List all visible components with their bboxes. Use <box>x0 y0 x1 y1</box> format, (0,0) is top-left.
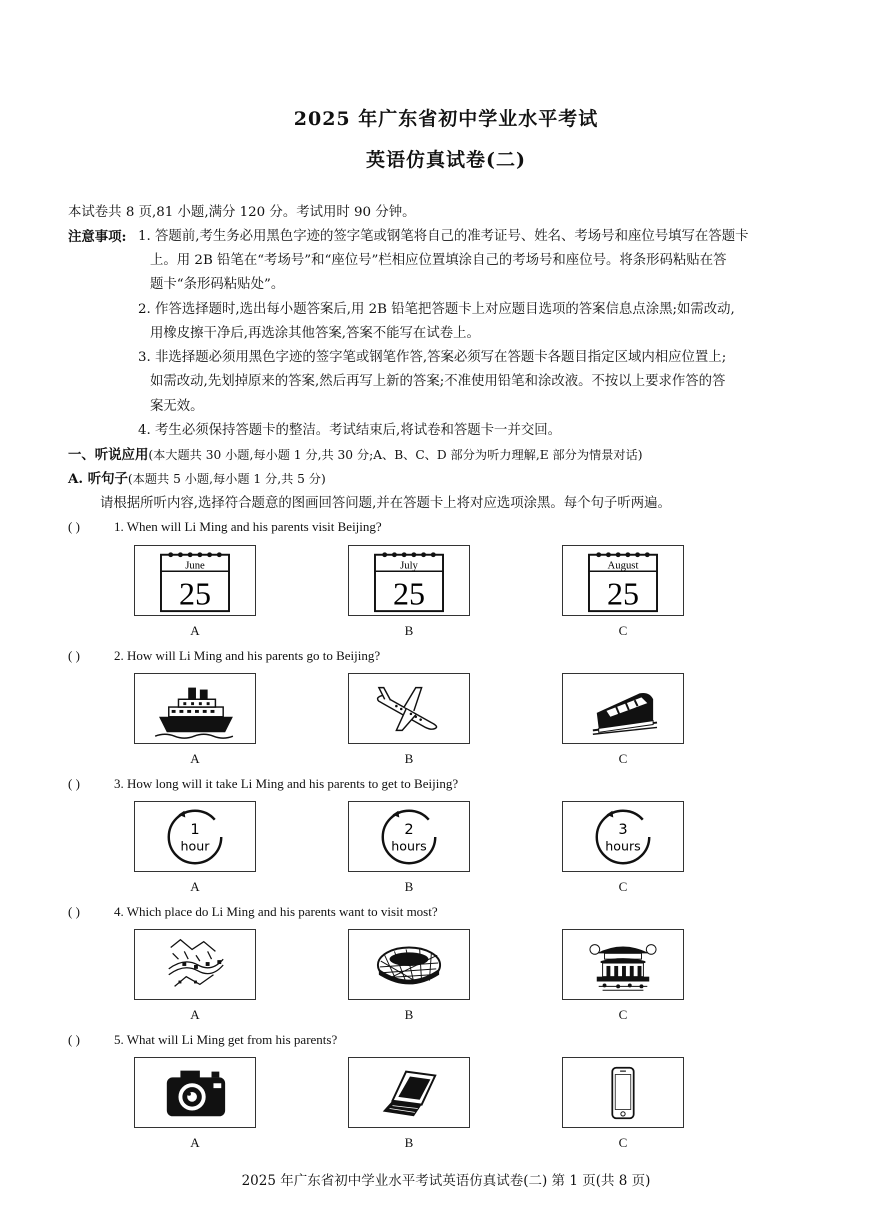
answer-blank[interactable]: ( ) <box>68 1032 80 1047</box>
exam-title: 2025 年广东省初中学业水平考试 <box>293 108 599 130</box>
option-5c-smartphone-icon[interactable] <box>562 1057 684 1128</box>
page-footer: 2025 年广东省初中学业水平考试英语仿真试卷(二) 第 1 页(共 8 页) <box>241 1173 651 1189</box>
question-5: ( ) 5. What will Li Ming get from his parents? <box>68 1032 338 1047</box>
notice-line: 4. 考生必须保持答题卡的整洁。考试结束后,将试卷和答题卡一并交回。 <box>138 423 562 438</box>
exam-subtitle: 英语仿真试卷(二) <box>366 149 526 171</box>
option-letter: C <box>618 623 628 638</box>
option-3b-clock-icon[interactable] <box>348 801 470 872</box>
notice-line: 3. 非选择题必须用黑色字迹的签字笔或钢笔作答,答案必须写在答题卡各题目指定区域内相应位置上; <box>138 350 727 365</box>
intro-line: 本试卷共 8 页,81 小题,满分 120 分。考试用时 90 分钟。 <box>68 205 416 220</box>
option-letter: B <box>404 1007 414 1022</box>
option-letter: B <box>404 623 414 638</box>
question-1: ( ) 1. When will Li Ming and his parents visit Beijing? <box>68 519 382 534</box>
option-letter: A <box>190 623 200 638</box>
option-letter: B <box>404 1135 414 1150</box>
calendar-month: June <box>185 559 205 572</box>
duration-unit: hours <box>391 838 427 854</box>
option-letter: A <box>190 879 200 894</box>
option-letter: C <box>618 1007 628 1022</box>
option-4c-palace-icon[interactable] <box>562 929 684 1000</box>
answer-blank[interactable]: ( ) <box>68 904 80 919</box>
calendar-day: 25 <box>606 575 640 612</box>
question-4: ( ) 4. Which place do Li Ming and his parents want to visit most? <box>68 904 438 919</box>
part-instruction: 请根据所听内容,选择符合题意的图画回答问题,并在答题卡上将对应选项涂黑。每个句子听两遍。 <box>100 496 671 511</box>
option-letter: C <box>618 751 628 766</box>
option-letter: A <box>190 751 200 766</box>
notice-line: 1. 答题前,考生务必用黑色字迹的签字笔或钢笔将自己的准考证号、姓名、考场号和座位号填写在答题卡 <box>138 229 749 244</box>
duration-number: 3 <box>618 821 628 839</box>
notice-line: 案无效。 <box>150 399 204 414</box>
notice-line: 用橡皮擦干净后,再选涂其他答案,答案不能写在试卷上。 <box>150 326 480 341</box>
option-4b-bird-nest-stadium-icon[interactable] <box>348 929 470 1000</box>
option-3a-clock-icon[interactable] <box>134 801 256 872</box>
answer-blank[interactable]: ( ) <box>68 519 80 534</box>
option-3c-clock-icon[interactable] <box>562 801 684 872</box>
calendar-day: 25 <box>178 575 212 612</box>
option-2c-train-icon[interactable] <box>562 673 684 744</box>
option-1a-calendar-icon[interactable] <box>134 545 256 616</box>
section-heading: 一、听说应用(本大题共 30 小题,每小题 1 分,共 30 分;A、B、C、D 部分为听力理解,E 部分为情景对话) <box>68 447 643 463</box>
option-letter: B <box>404 751 414 766</box>
duration-unit: hour <box>180 838 210 854</box>
option-letter: B <box>404 879 414 894</box>
option-2a-ship-icon[interactable] <box>134 673 256 744</box>
duration-number: 1 <box>190 821 200 839</box>
option-5b-laptop-icon[interactable] <box>348 1057 470 1128</box>
part-heading: A. 听句子(本题共 5 小题,每小题 1 分,共 5 分) <box>68 471 326 487</box>
notice-label: 注意事项: <box>68 229 127 245</box>
calendar-month: August <box>607 559 639 572</box>
calendar-day: 25 <box>392 575 426 612</box>
option-1b-calendar-icon[interactable] <box>348 545 470 616</box>
answer-blank[interactable]: ( ) <box>68 776 80 791</box>
option-letter: C <box>618 1135 628 1150</box>
option-letter: A <box>190 1135 200 1150</box>
notice-line: 上。用 2B 铅笔在“考场号”和“座位号”栏相应位置填涂自己的考场号和座位号。将条形码粘贴在答 <box>150 253 727 268</box>
option-4a-great-wall-icon[interactable] <box>134 929 256 1000</box>
option-letter: C <box>618 879 628 894</box>
option-letter: A <box>190 1007 200 1022</box>
notice-line: 题卡“条形码粘贴处”。 <box>150 277 285 292</box>
question-2: ( ) 2. How will Li Ming and his parents go to Beijing? <box>68 648 381 663</box>
notice-line: 2. 作答选择题时,选出每小题答案后,用 2B 铅笔把答题卡上对应题目选项的答案信息点涂黑;如需改动, <box>138 302 735 317</box>
answer-blank[interactable]: ( ) <box>68 648 80 663</box>
notice-line: 如需改动,先划掉原来的答案,然后再写上新的答案;不准使用铅笔和涂改液。不按以上要求作答的答 <box>150 374 726 389</box>
calendar-month: July <box>400 559 418 572</box>
question-3: ( ) 3. How long will it take Li Ming and his parents to get to Beijing? <box>68 776 459 791</box>
option-2b-airplane-icon[interactable] <box>348 673 470 744</box>
option-1c-calendar-icon[interactable] <box>562 545 684 616</box>
duration-number: 2 <box>404 821 414 839</box>
duration-unit: hours <box>605 838 641 854</box>
option-5a-camera-icon[interactable] <box>134 1057 256 1128</box>
